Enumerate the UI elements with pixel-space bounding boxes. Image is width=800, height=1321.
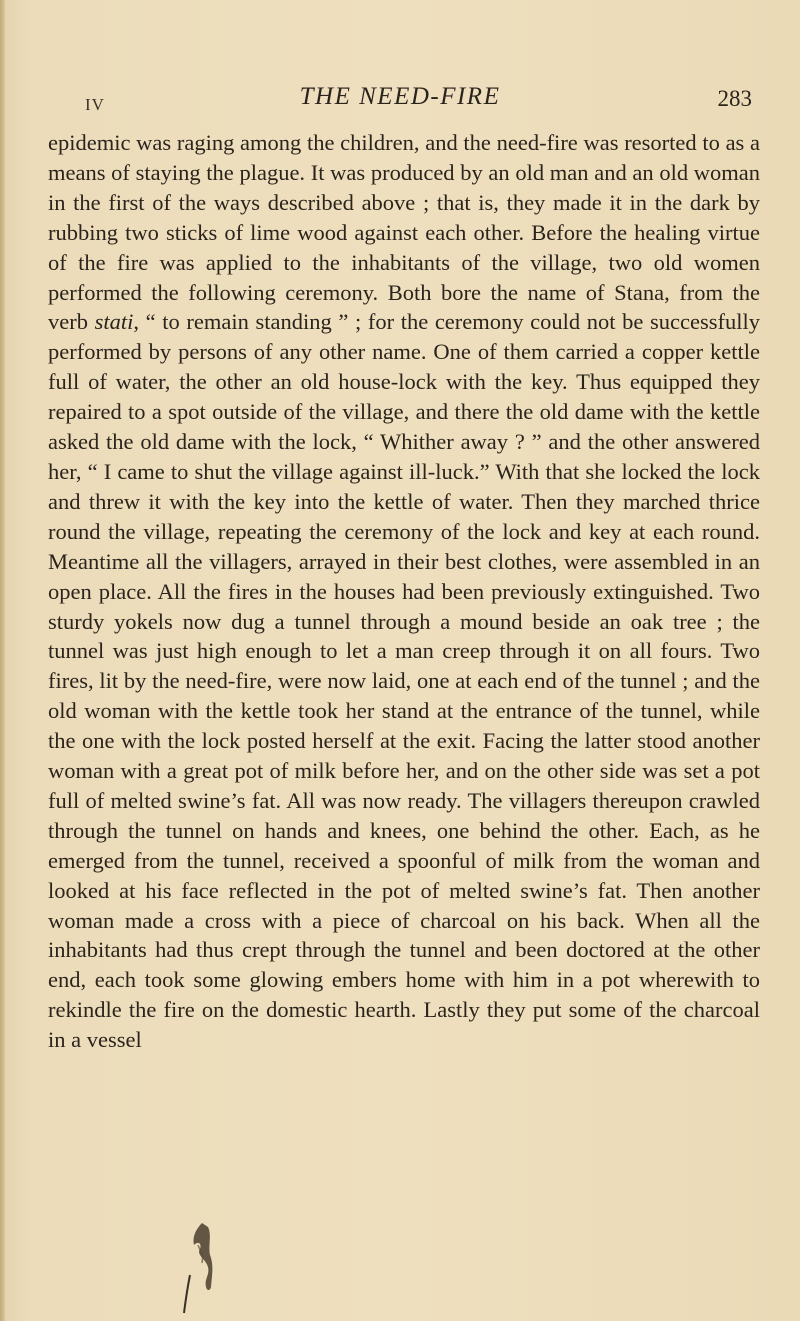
page-header: [0, 83, 800, 123]
text-run-1: epidemic was raging among the children, and the need-fire was resorted to as a means of staying the plague. It was produced by an old man and an old woman in the first of the ways described above ; that is, they made it in the dark by rubbing two sticks of lime wood against each other. Before the healing virtue of the fire was applied to the inhabitants of the village, two old women performed the following ceremony. Both bore the name of Stana, from the verb: [48, 130, 760, 335]
page-number: 283: [717, 86, 752, 111]
running-title: THE NEED-FIRE: [299, 83, 501, 110]
italic-word: stati: [94, 309, 134, 335]
body-text: [48, 128, 760, 1055]
text-run-2: , “ to remain standing ” ; for the ceremony could not be successfully performed by persons of any other name. One of them carried a copper kettle full of water, the other an old house-lock with the key. Thus equipped they repaired to a spot outside of the village, and there the old dame with the kettle asked the old dame with the lock, “ Whither away ? ” and the other answered her, “ I came to shut the village against ill-luck.” With that she locked the lock and threw it with the key into the kettle of water. Then they marched thrice round the village, repeating the ceremony of the lock and key at each round. Meantime all the villagers, arrayed in their best clothes, were assembled in an open place. All the fires in the houses had been previously extinguished. Two sturdy yokels now dug a tunnel through a mound beside an oak tree ; the tunnel was just high enough to let a man creep through it on all fours. Two fires, lit by the need-fire, were now laid, one at each end of the tunnel ; and the old woman with the kettle took her stand at the entrance of the tunnel, while the one with the lock posted herself at the exit. Facing the latter stood another woman with a great pot of milk before her, and on the other side was set a pot full of melted swine’s fat. All was now ready. The villagers thereupon crawled through the tunnel on hands and knees, one behind the other. Each, as he emerged from the tunnel, received a spoonful of milk from the woman and looked at his face reflected in the pot of melted swine’s fat. Then another woman made a cross with a piece of charcoal on his back. When all the inhabitants had thus crept through the tunnel and been doctored at the other end, each took some glowing embers home with him in a pot wherewith to rekindle the fire on the domestic hearth. Lastly they put some of the charcoal in a vessel: [48, 309, 760, 1053]
ink-blot-icon: [180, 1215, 216, 1315]
paragraph: [48, 128, 760, 1055]
chapter-number: IV: [85, 95, 105, 114]
page-edge: [0, 0, 5, 1321]
